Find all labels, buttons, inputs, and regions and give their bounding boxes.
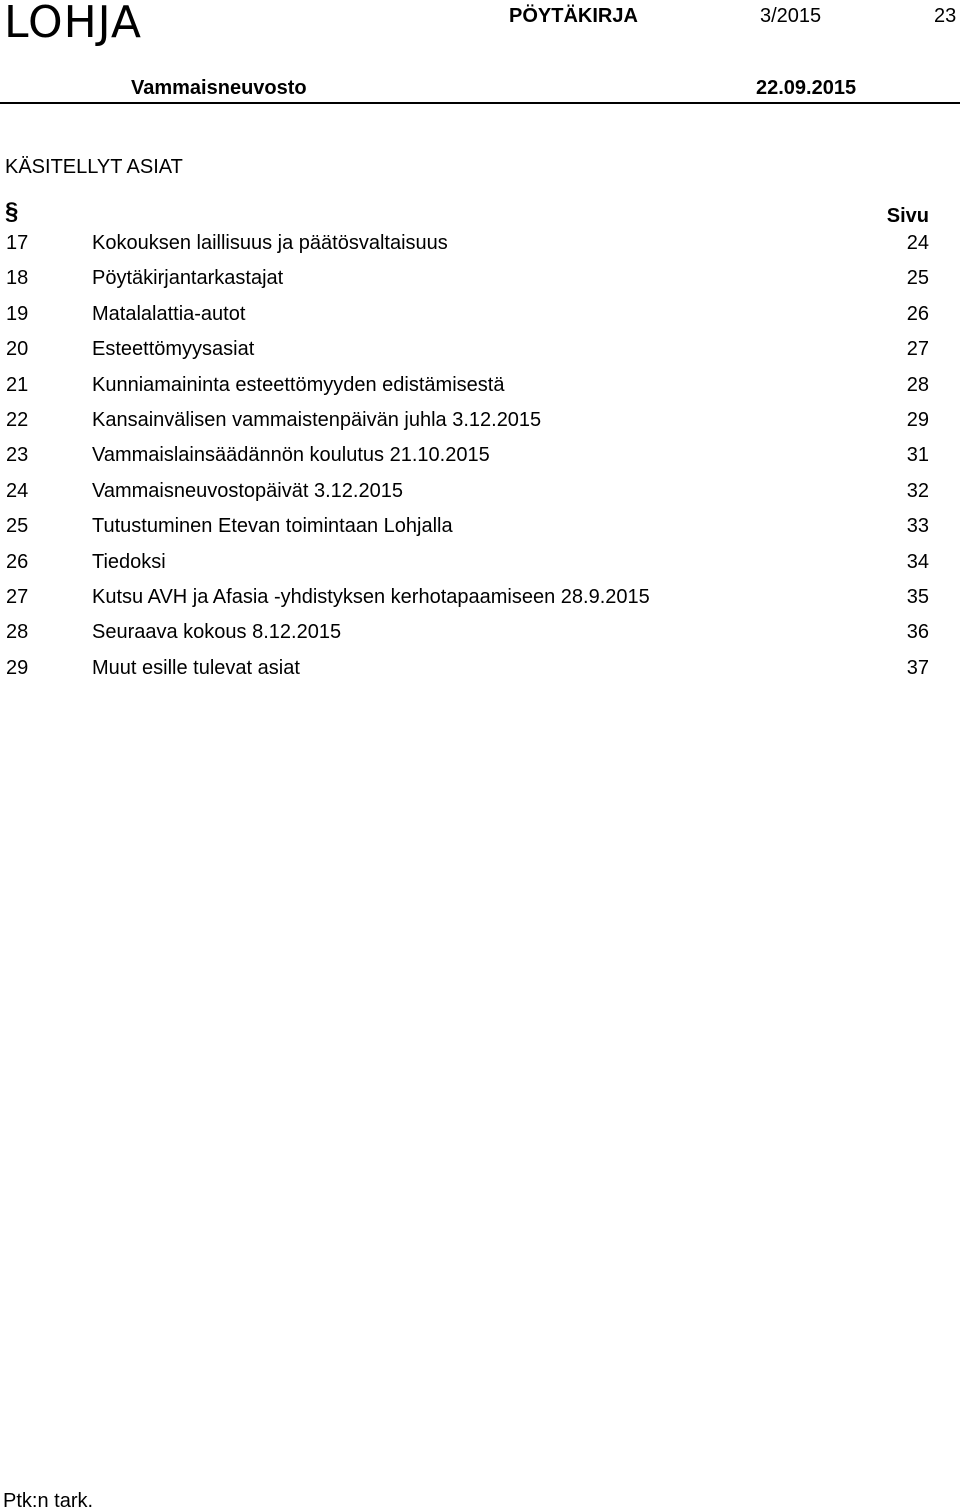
toc-row	[0, 615, 960, 650]
item-page: 28	[906, 373, 929, 396]
meeting-date: 22.09.2015	[756, 77, 857, 99]
item-title: Seuraava kokous 8.12.2015	[92, 621, 342, 644]
item-title: Muut esille tulevat asiat	[92, 656, 300, 679]
lohja-logo: LOHJA	[4, 0, 142, 48]
item-number: 23	[6, 444, 29, 467]
item-number: 22	[6, 408, 29, 431]
footer-note: Ptk:n tark.	[3, 1490, 94, 1512]
item-title: Matalalattia-autot	[92, 302, 246, 325]
section-sign-header: §	[5, 198, 19, 225]
item-number: 28	[6, 621, 29, 644]
item-page: 29	[906, 408, 929, 431]
section-title: KÄSITELLYT ASIAT	[5, 156, 183, 178]
item-number: 25	[6, 515, 29, 538]
item-number: 20	[6, 338, 29, 361]
page-number: 23	[934, 5, 957, 27]
item-number: 21	[6, 373, 29, 396]
document-number: 3/2015	[760, 5, 822, 27]
header-divider	[0, 102, 960, 104]
item-title: Pöytäkirjantarkastajat	[92, 267, 284, 290]
table-of-contents	[0, 226, 960, 686]
toc-row	[0, 545, 960, 580]
toc-row	[0, 403, 960, 438]
item-title: Kansainvälisen vammaistenpäivän juhla 3.12.2015	[92, 408, 542, 431]
item-page: 32	[906, 479, 929, 502]
item-page: 36	[906, 621, 929, 644]
item-page: 27	[906, 338, 929, 361]
toc-row	[0, 261, 960, 296]
toc-row	[0, 226, 960, 261]
toc-row	[0, 332, 960, 367]
item-title: Kutsu AVH ja Afasia -yhdistyksen kerhotapaamiseen 28.9.2015	[92, 585, 650, 608]
item-number: 26	[6, 550, 29, 573]
item-title: Esteettömyysasiat	[92, 338, 255, 361]
item-page: 33	[906, 515, 929, 538]
item-title: Kokouksen laillisuus ja päätösvaltaisuus	[92, 232, 448, 254]
toc-row	[0, 651, 960, 686]
item-page: 34	[906, 550, 929, 573]
item-number: 29	[6, 656, 29, 679]
toc-row	[0, 438, 960, 473]
item-page: 37	[906, 656, 929, 679]
document-type: PÖYTÄKIRJA	[509, 5, 638, 27]
item-title: Vammaislainsäädännön koulutus 21.10.2015	[92, 444, 490, 467]
item-number: 18	[6, 267, 29, 290]
toc-row	[0, 509, 960, 544]
body-name: Vammaisneuvosto	[131, 77, 307, 99]
item-title: Kunniamaininta esteettömyyden edistämisestä	[92, 373, 505, 396]
page-column-header: Sivu	[886, 205, 929, 227]
item-title: Tiedoksi	[92, 550, 166, 573]
item-title: Tutustuminen Etevan toimintaan Lohjalla	[92, 515, 453, 538]
item-title: Vammaisneuvostopäivät 3.12.2015	[92, 479, 403, 502]
item-number: 19	[6, 302, 29, 325]
toc-row	[0, 297, 960, 332]
toc-row	[0, 368, 960, 403]
item-page: 26	[906, 302, 929, 325]
item-page: 25	[906, 267, 929, 290]
item-page: 35	[906, 585, 929, 608]
item-number: 17	[6, 232, 29, 254]
toc-row	[0, 580, 960, 615]
item-number: 24	[6, 479, 29, 502]
item-page: 31	[906, 444, 929, 467]
item-number: 27	[6, 585, 29, 608]
toc-row	[0, 474, 960, 509]
item-page: 24	[906, 232, 929, 254]
